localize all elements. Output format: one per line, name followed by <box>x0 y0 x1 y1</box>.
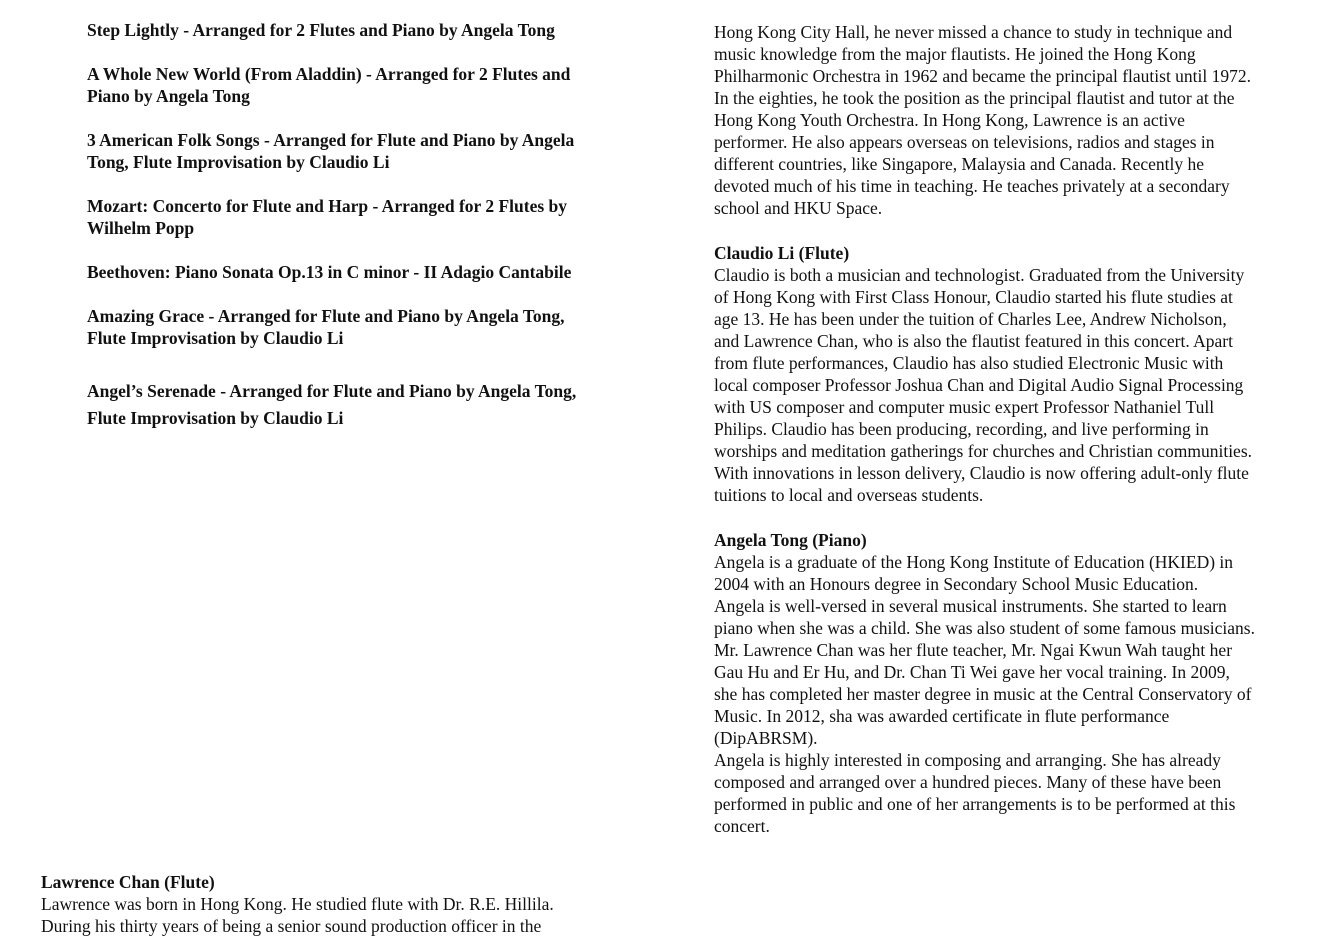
bio-paragraph: Angela is a graduate of the Hong Kong Institute of Education (HKIED) in 2004 with an Honours degree in Secondary School Music Education. Angela is well-versed in several musical instruments. She started to learn piano when she was a child. She was also student of some famous musicians. Mr. Lawrence Chan was her flute teacher, Mr. Ngai Kwun Wah taught her Gau Hu and Er Hu, and Dr. Chan Ti Wei gave her vocal training. In 2009, she has completed her master degree in music at the Central Conservatory of Music. In 2012, sha was awarded certificate in flute performance (DipABRSM). Angela is highly interested in composing and arranging. She has already composed and arranged over a hundred pieces. Many of these have been performed in public and one of her arrangements is to be performed at this concert. <box>714 552 1255 836</box>
program-item: A Whole New World (From Aladdin) - Arranged for 2 Flutes and Piano by Angela Tong <box>87 64 571 106</box>
program-item: Step Lightly - Arranged for 2 Flutes and Piano by Angela Tong <box>87 20 555 40</box>
bio-lawrence-chan-continued <box>714 21 1314 219</box>
bio-angela-tong <box>714 529 1314 837</box>
bio-paragraph: Lawrence was born in Hong Kong. He studied flute with Dr. R.E. Hillila. During his thirty years of being a senior sound production officer in the <box>41 894 554 936</box>
program-item: Angel’s Serenade - Arranged for Flute and Piano by Angela Tong, Flute Improvisation by Claudio Li <box>87 381 577 428</box>
program-item: Beethoven: Piano Sonata Op.13 in C minor - II Adagio Cantabile <box>87 262 572 282</box>
bio-heading: Lawrence Chan (Flute) <box>41 872 215 892</box>
bio-heading: Angela Tong (Piano) <box>714 530 867 550</box>
program-item: 3 American Folk Songs - Arranged for Flute and Piano by Angela Tong, Flute Improvisation by Claudio Li <box>87 130 575 172</box>
bio-heading: Claudio Li (Flute) <box>714 243 850 263</box>
program-list <box>87 19 647 454</box>
program-item: Amazing Grace - Arranged for Flute and Piano by Angela Tong, Flute Improvisation by Claudio Li <box>87 306 565 348</box>
bio-paragraph: Hong Kong City Hall, he never missed a chance to study in technique and music knowledge from the major flautists. He joined the Hong Kong Philharmonic Orchestra in 1962 and became the principal flautist until 1972. In the eighties, he took the position as the principal flautist and tutor at the Hong Kong Youth Orchestra. In Hong Kong, Lawrence is an active performer. He also appears overseas on televisions, radios and stages in different countries, like Singapore, Malaysia and Canada. Recently he devoted much of his time in teaching. He teaches privately at a secondary school and HKU Space. <box>714 22 1252 218</box>
bio-lawrence-chan <box>41 871 631 937</box>
bio-paragraph: Claudio is both a musician and technologist. Graduated from the University of Hong Kong with First Class Honour, Claudio started his flute studies at age 13. He has been under the tuition of Charles Lee, Andrew Nicholson, and Lawrence Chan, who is also the flautist featured in this concert. Apart from flute performances, Claudio has also studied Electronic Music with local composer Professor Joshua Chan and Digital Audio Signal Processing with US composer and computer music expert Professor Nathaniel Tull Philips. Claudio has been producing, recording, and live performing in worships and meditation gatherings for churches and Christian communities. With innovations in lesson delivery, Claudio is now offering adult-only flute tuitions to local and overseas students. <box>714 265 1253 505</box>
program-item: Mozart: Concerto for Flute and Harp - Arranged for 2 Flutes by Wilhelm Popp <box>87 196 568 238</box>
bio-claudio-li <box>714 242 1314 506</box>
